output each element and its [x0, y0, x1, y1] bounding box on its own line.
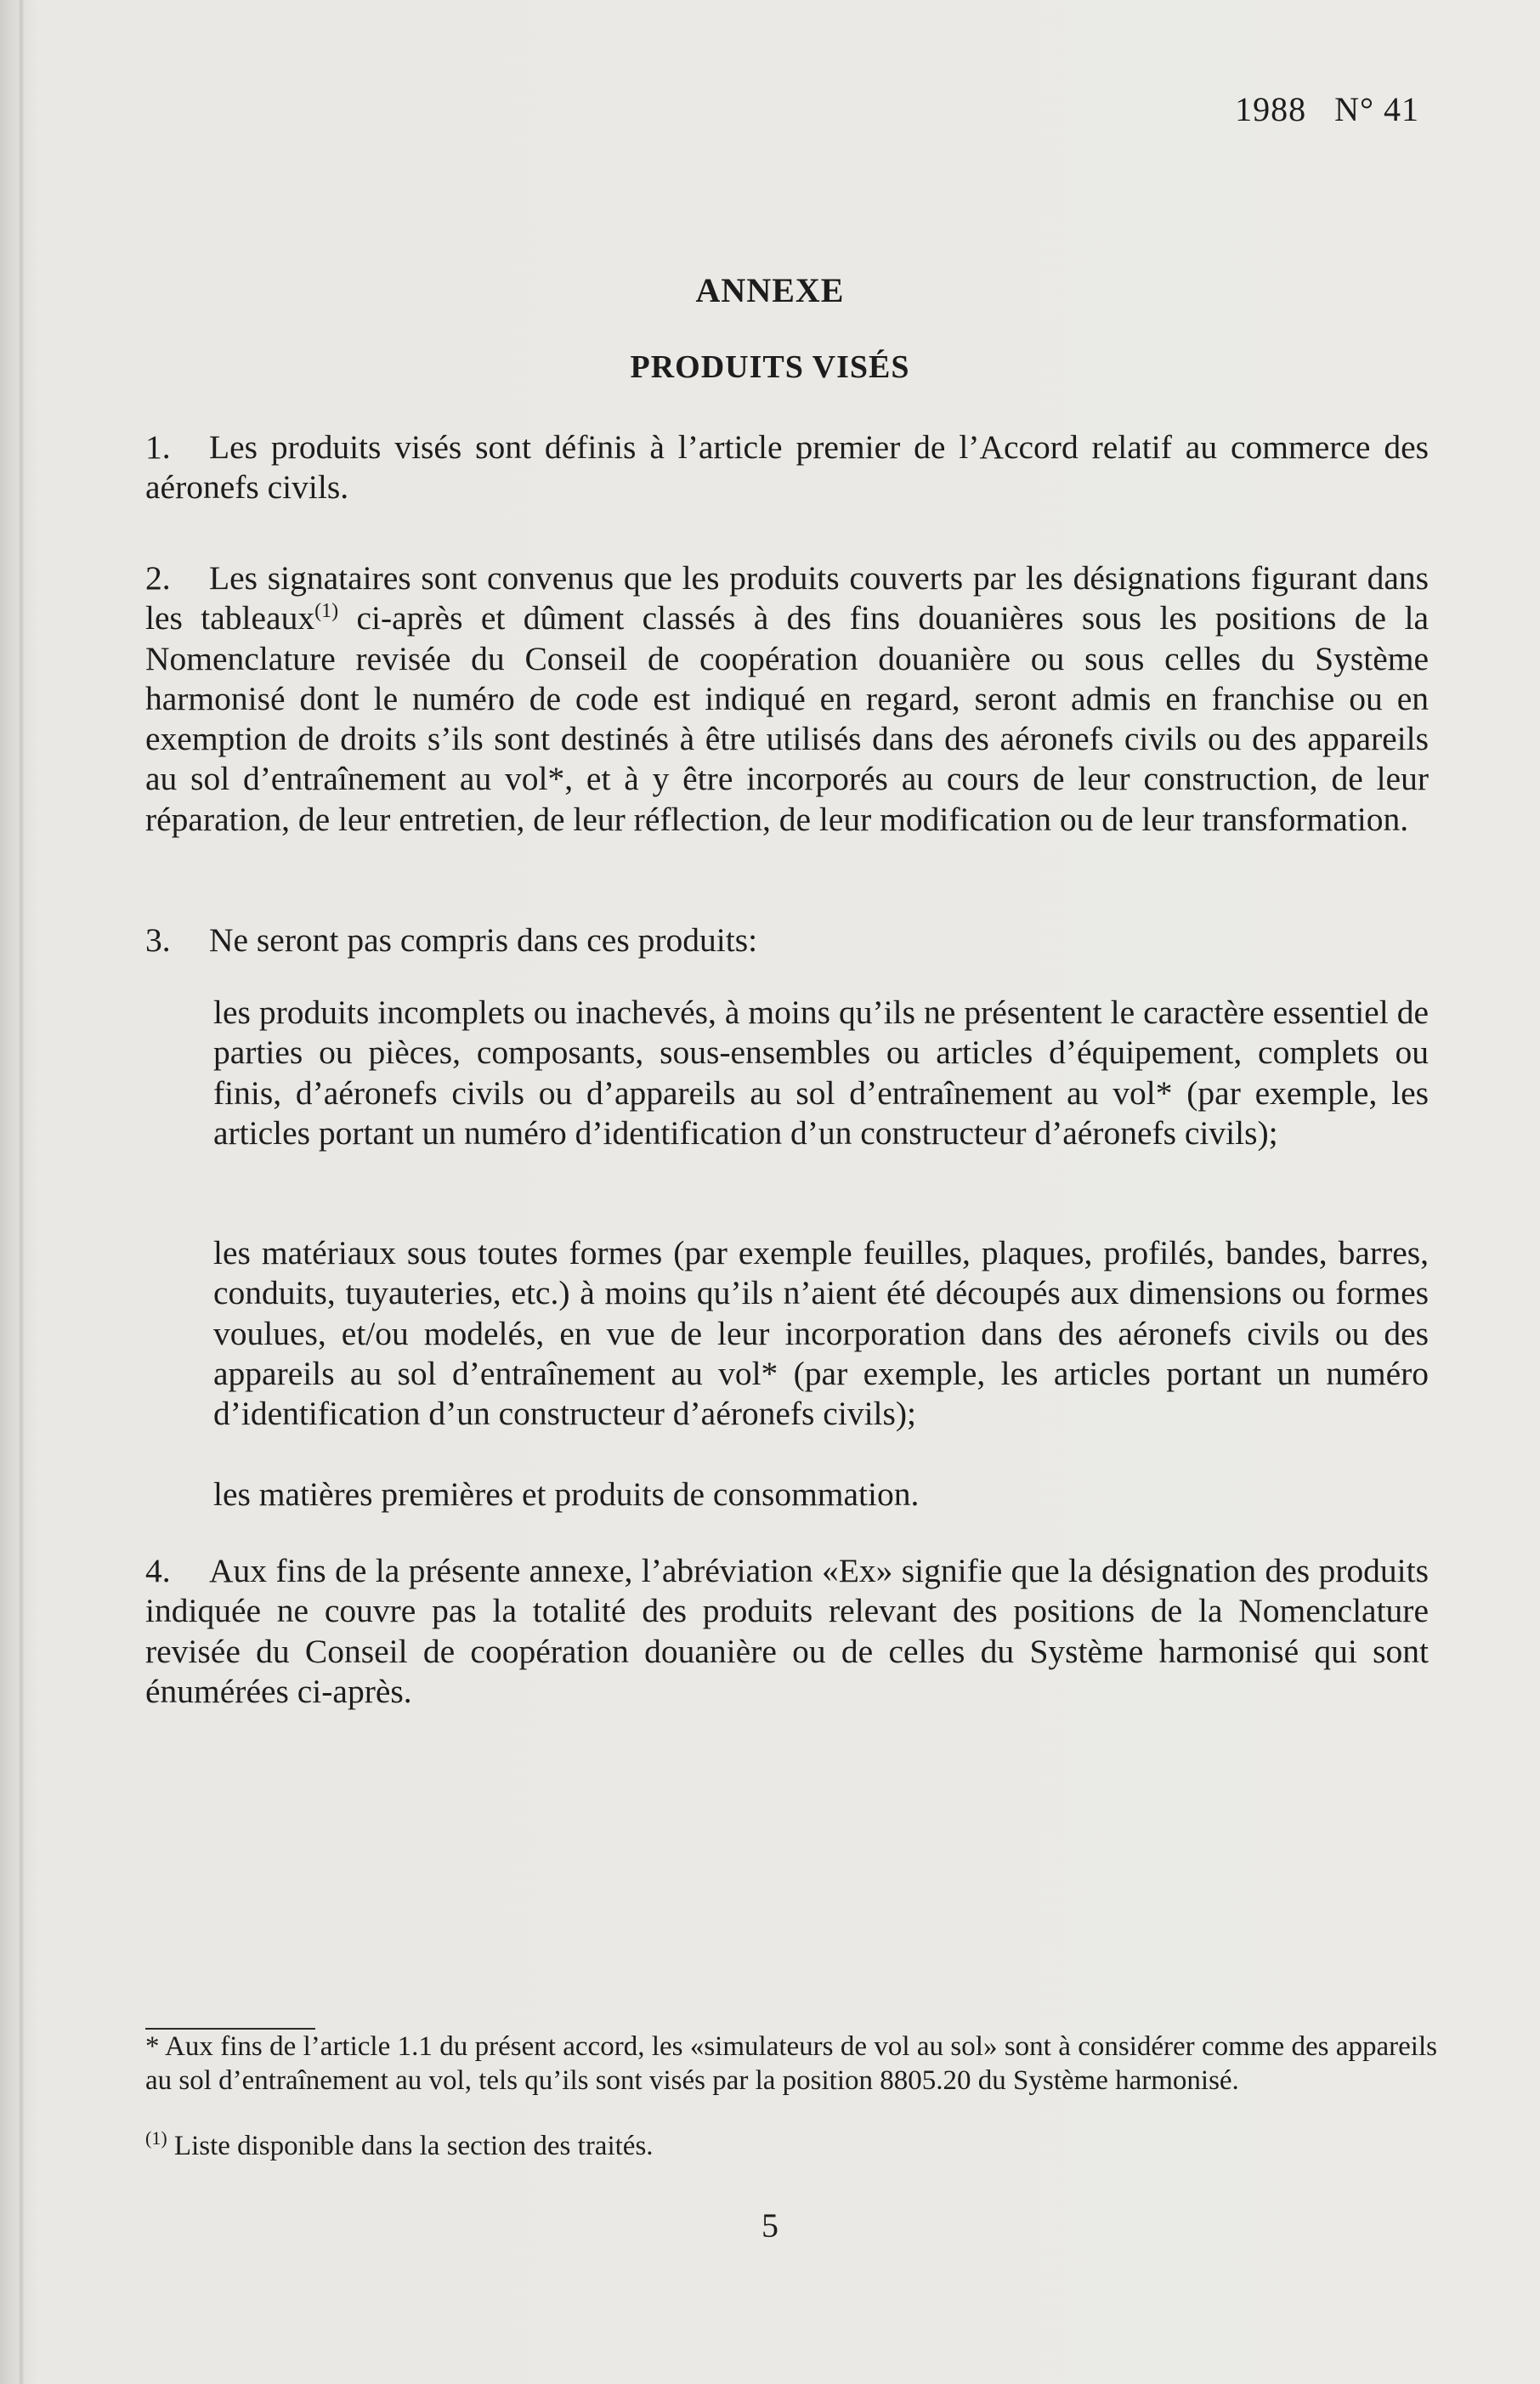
page-reference: 1988 N° 41 — [1235, 90, 1419, 128]
paragraph-text: Ne seront pas compris dans ces produits: — [209, 921, 758, 959]
annex-title: ANNEXE — [695, 271, 845, 309]
footnote-marker: (1) — [145, 2127, 167, 2149]
paragraph-number: 3. — [145, 921, 171, 959]
paragraph-text-continued: ci-après et dûment classés à des fins douanières sous les positions de la Nomenclature revisée du Conseil de coopération douanière ou sous celles du Système harmonisé dont le numéro de code est indiqué en regard, seront admis en franchise ou en exemption de droits s’ils sont destinés à être utilisés dans des aéronefs civils ou des appareils au sol d’entraînement au vol*, et à y être incorporés au cours de leur construction, de leur réparation, de leur entretien, de leur réflection, de leur modification ou de leur transformation. — [145, 599, 1429, 838]
exclusion-item: les matières premières et produits de consommation. — [213, 1475, 920, 1513]
paragraph-number: 2. — [145, 559, 171, 597]
paragraph-text: Les signataires sont convenus que les produits couverts par les désignations figurant dans les tableaux — [145, 559, 1429, 637]
annex-heading: PRODUITS VISÉS — [630, 349, 910, 385]
paragraph-text: Aux fins de la présente annexe, l’abréviation «Ex» signifie que la désignation des produits indiquée ne couvre pas la totalité des produits relevant des positions de la Nomenclature revisée du Conseil de coopération douanière ou de celles du Système harmonisé qui sont énumérées ci-après. — [145, 1552, 1429, 1710]
page-number: 5 — [762, 2206, 778, 2245]
paragraph-3 — [145, 920, 1429, 960]
paragraph-number: 4. — [145, 1552, 171, 1589]
footnote-one — [145, 2129, 1437, 2163]
paragraph-4 — [145, 1551, 1429, 1712]
footnote-text: Liste disponible dans la section des traités. — [167, 2131, 654, 2161]
paragraph-number: 1. — [145, 428, 171, 466]
paragraph-text: Les produits visés sont définis à l’article premier de l’Accord relatif au commerce des aéronefs civils. — [145, 428, 1429, 507]
exclusion-item: les produits incomplets ou inachevés, à moins qu’ils ne présentent le caractère essentiel de parties ou pièces, composants, sous-ensembles ou articles d’équipement, complets ou finis, d’aéronefs civils ou d’appareils au sol d’entraînement au vol* (par exemple, les articles portant un numéro d’identification d’un constructeur d’aéronefs civils); — [213, 994, 1429, 1152]
paragraph-1 — [145, 428, 1429, 508]
exclusion-item: les matériaux sous toutes formes (par exemple feuilles, plaques, profilés, bandes, barres, conduits, tuyauteries, etc.) à moins qu’ils n’aient été découpés aux dimensions ou formes voulues, et/ou modelés, en vue de leur incorporation dans des aéronefs civils ou des appareils au sol d’entraînement au vol* (par exemple, les articles portant un numéro d’identification d’un constructeur d’aéronefs civils); — [213, 1234, 1429, 1433]
paragraph-2 — [145, 558, 1429, 840]
footnote-reference: (1) — [314, 600, 339, 623]
footnote-star: * Aux fins de l’article 1.1 du présent accord, les «simulateurs de vol au sol» sont à considérer comme des appareils au sol d’entraînement au vol, tels qu’ils sont visés par la position 8805.20 du Système harmonisé. — [145, 2031, 1437, 2096]
